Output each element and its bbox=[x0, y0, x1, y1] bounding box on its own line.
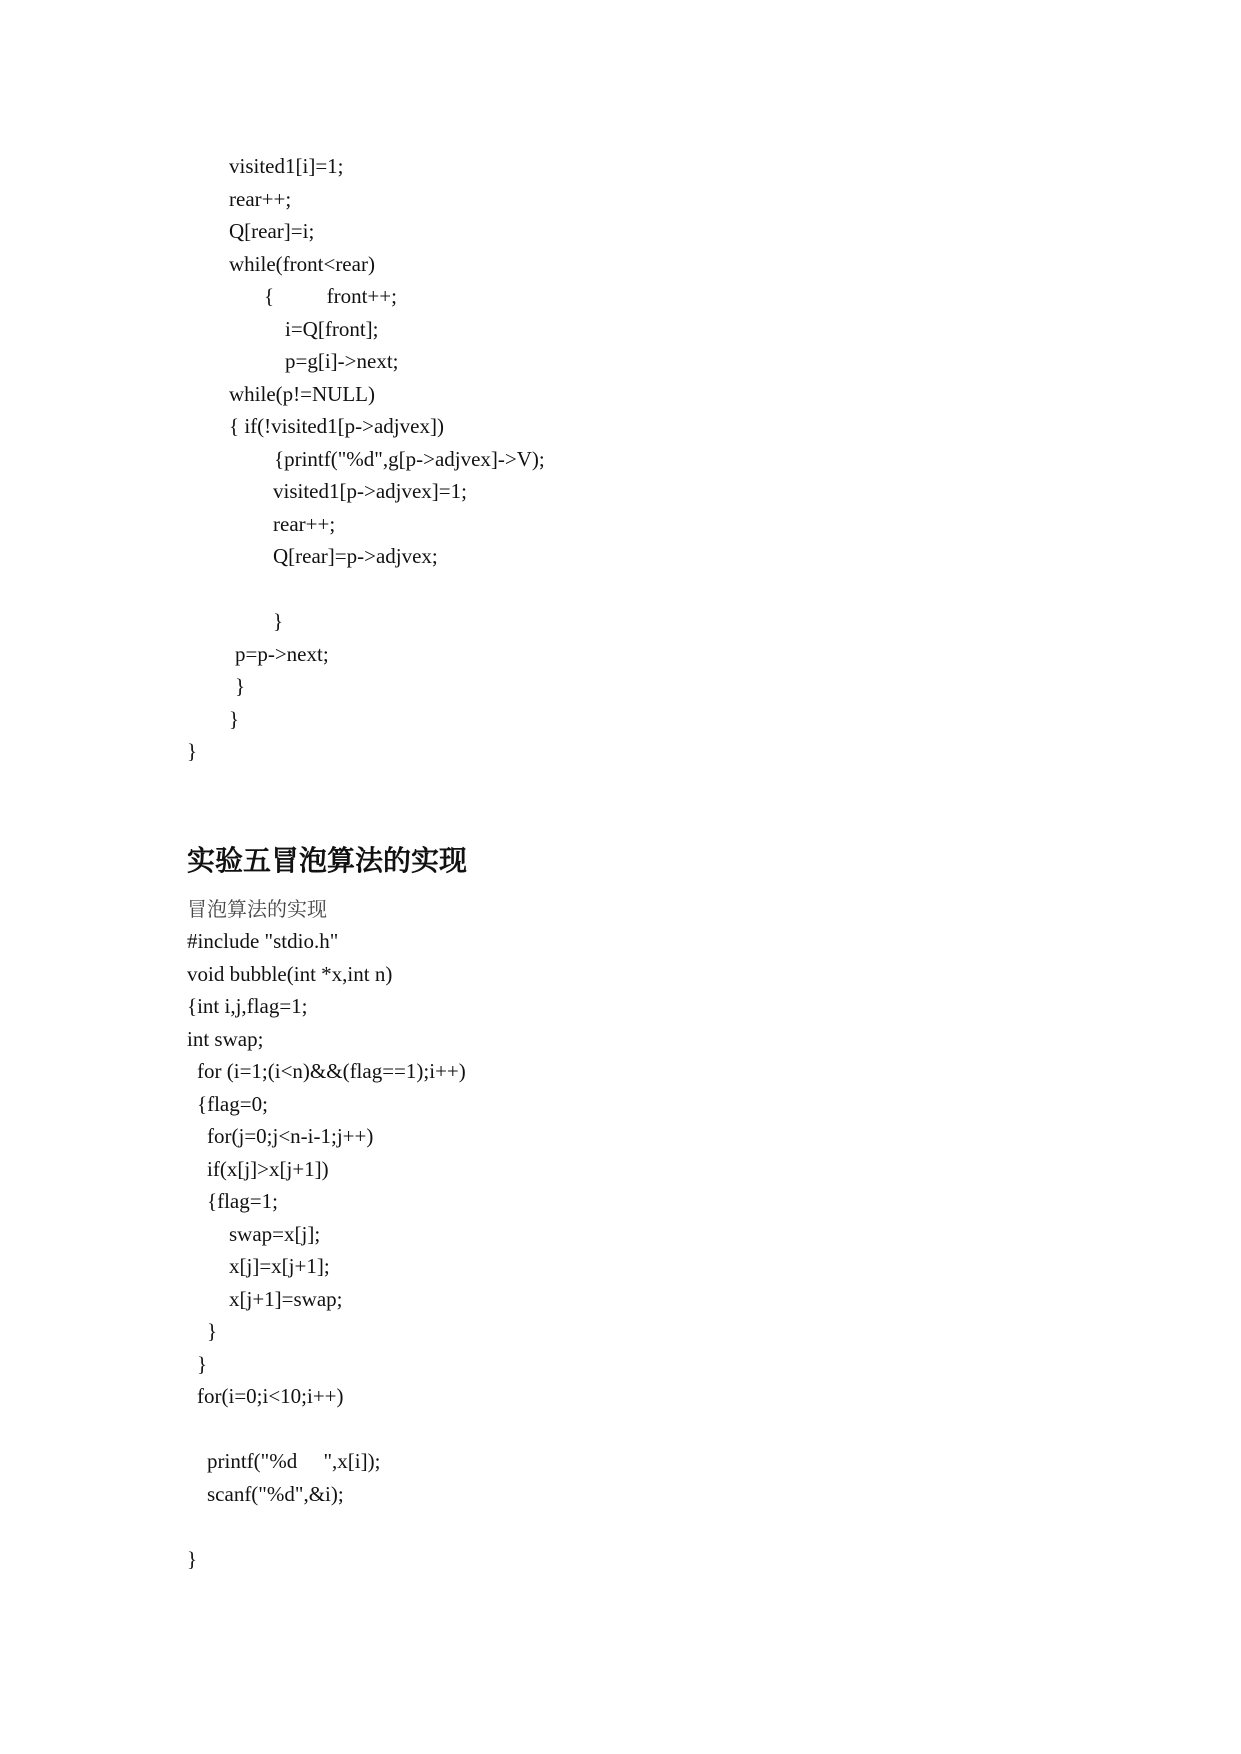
code-line: x[j+1]=swap; bbox=[229, 1287, 343, 1311]
code-line: #include "stdio.h" bbox=[187, 929, 339, 953]
code-line: Q[rear]=i; bbox=[229, 219, 315, 243]
code-line: } bbox=[207, 1319, 218, 1343]
code-line: printf("%d ",x[i]); bbox=[207, 1449, 381, 1473]
code-line: {int i,j,flag=1; bbox=[187, 994, 308, 1018]
code-line: visited1[p->adjvex]=1; bbox=[273, 479, 467, 503]
code-line: p=p->next; bbox=[235, 642, 329, 666]
code-line: rear++; bbox=[273, 512, 336, 536]
code-line: } bbox=[229, 707, 240, 731]
code-line: rear++; bbox=[229, 187, 292, 211]
code-line: } bbox=[187, 739, 198, 763]
code-line: if(x[j]>x[j+1]) bbox=[207, 1157, 329, 1181]
code-line: int swap; bbox=[187, 1027, 264, 1051]
code-line: visited1[i]=1; bbox=[229, 154, 344, 178]
code-line: } bbox=[235, 674, 246, 698]
code-line: p=g[i]->next; bbox=[285, 349, 399, 373]
code-line: {flag=0; bbox=[197, 1092, 268, 1116]
code-line: } bbox=[273, 609, 284, 633]
code-line: scanf("%d",&i); bbox=[207, 1482, 344, 1506]
code-line: while(front<rear) bbox=[229, 252, 375, 276]
code-line: i=Q[front]; bbox=[285, 317, 379, 341]
code-line: { front++; bbox=[264, 284, 397, 308]
code-line: { if(!visited1[p->adjvex]) bbox=[229, 414, 444, 438]
code-line: for (i=1;(i<n)&&(flag==1);i++) bbox=[197, 1059, 466, 1083]
code-line: x[j]=x[j+1]; bbox=[229, 1254, 330, 1278]
code-line: void bubble(int *x,int n) bbox=[187, 962, 393, 986]
code-line: Q[rear]=p->adjvex; bbox=[273, 544, 438, 568]
code-line: } bbox=[197, 1352, 208, 1376]
code-line: while(p!=NULL) bbox=[229, 382, 375, 406]
section-subheading: 冒泡算法的实现 bbox=[187, 897, 327, 921]
section-heading: 实验五冒泡算法的实现 bbox=[187, 844, 468, 877]
code-line: for(j=0;j<n-i-1;j++) bbox=[207, 1124, 374, 1148]
code-line: {printf("%d",g[p->adjvex]->V); bbox=[274, 447, 545, 471]
code-line: } bbox=[187, 1547, 198, 1571]
code-line: {flag=1; bbox=[207, 1189, 278, 1213]
code-line: swap=x[j]; bbox=[229, 1222, 321, 1246]
code-line: for(i=0;i<10;i++) bbox=[197, 1384, 344, 1408]
